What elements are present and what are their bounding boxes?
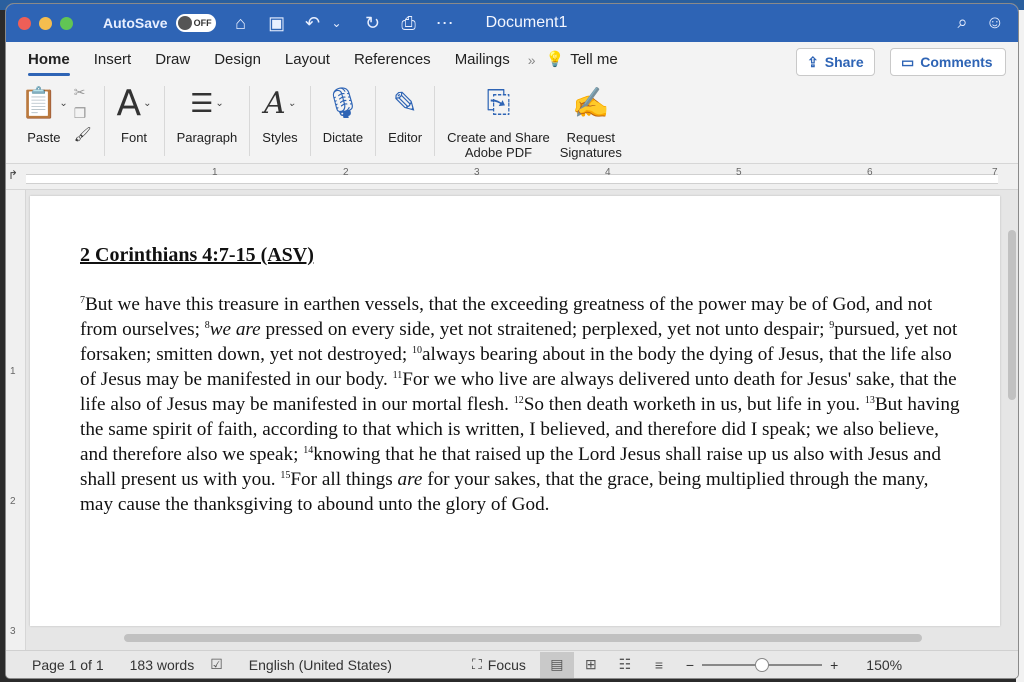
horizontal-scrollbar[interactable] bbox=[124, 634, 922, 642]
verse-text: for your sakes, that the grace, being multiplied through the many, may cause the thanksgiving to abound unto the glory of God. bbox=[80, 469, 929, 515]
paste-button[interactable]: Paste bbox=[27, 130, 61, 145]
ruler-number: 6 bbox=[867, 167, 873, 178]
ruler-track bbox=[26, 167, 998, 184]
autosave-toggle[interactable]: OFF bbox=[176, 14, 216, 32]
verse-text: But having the same spirit of faith, according to that which is written, I believed, and therefore did I speak; we also believe, and therefore also we speak; bbox=[80, 394, 960, 465]
draft-view-button[interactable] bbox=[642, 652, 676, 678]
create-share-line2: Adobe PDF bbox=[464, 145, 533, 160]
share-label: Share bbox=[824, 54, 864, 70]
undo-icon[interactable]: ↶ bbox=[305, 12, 321, 33]
create-share-pdf-group[interactable] bbox=[447, 78, 550, 160]
verse-number: 15 bbox=[280, 470, 291, 481]
more-tabs-icon[interactable]: » bbox=[527, 52, 536, 68]
ruler-number: 7 bbox=[992, 167, 998, 178]
vertical-ruler[interactable] bbox=[6, 190, 26, 650]
print-layout-view-button[interactable] bbox=[540, 652, 574, 678]
document-title: Document1 bbox=[485, 14, 568, 31]
maximize-window-button[interactable] bbox=[60, 17, 73, 30]
focus-button[interactable] bbox=[472, 656, 526, 673]
word-count[interactable]: 183 words bbox=[129, 656, 195, 673]
create-share-label bbox=[447, 130, 550, 160]
draft-icon: ≡ bbox=[654, 656, 663, 673]
request-signatures-group[interactable] bbox=[560, 78, 622, 160]
focus-icon: ⛶ bbox=[471, 656, 482, 672]
ribbon-divider bbox=[434, 86, 435, 156]
font-icon: A ⌄ bbox=[116, 82, 152, 124]
tell-me-search[interactable]: Tell me bbox=[570, 51, 618, 68]
vruler-number: 2 bbox=[10, 496, 16, 507]
close-window-button[interactable] bbox=[18, 17, 31, 30]
styles-group[interactable] bbox=[262, 78, 297, 145]
verse-text: pressed on every side, yet not straitened; perplexed, yet not unto despair; bbox=[260, 319, 830, 340]
ribbon-tabs bbox=[6, 42, 1018, 78]
outline-view-button[interactable] bbox=[608, 652, 642, 678]
document-page[interactable] bbox=[30, 196, 1000, 626]
home-icon[interactable]: ⌂ bbox=[235, 12, 247, 33]
horizontal-ruler[interactable] bbox=[6, 164, 1018, 190]
more-icon[interactable]: ⋯ bbox=[435, 12, 454, 33]
zoom-out-button[interactable]: − bbox=[685, 656, 695, 673]
ribbon-divider bbox=[375, 86, 376, 156]
verse-number: 8 bbox=[204, 320, 210, 331]
verse-text: So then death worketh in us, but life in you. bbox=[523, 394, 865, 415]
verse-text: pursued, yet not forsaken; smitten down, yet not destroyed; bbox=[80, 319, 958, 365]
zoom-percentage[interactable]: 150% bbox=[866, 656, 903, 673]
verse-text: But we have this treasure in earthen vessels, that the exceeding greatness of the power may be of God, and not from ourselves; bbox=[80, 294, 933, 340]
document-heading[interactable]: 2 Corinthians 4:7-15 (ASV) bbox=[80, 244, 314, 266]
vruler-number: 1 bbox=[10, 366, 16, 377]
ruler-number: 3 bbox=[474, 167, 480, 178]
request-signatures-label bbox=[560, 130, 622, 160]
vruler-number: 3 bbox=[10, 626, 16, 637]
verse-italic: are bbox=[397, 469, 423, 490]
editor-group[interactable] bbox=[388, 78, 422, 145]
request-line2: Signatures bbox=[559, 145, 622, 160]
zoom-slider-thumb[interactable] bbox=[755, 658, 769, 672]
account-icon[interactable]: ☺ bbox=[985, 12, 1004, 32]
request-line1: Request bbox=[566, 130, 616, 145]
pdf-share-icon: ⎘ bbox=[486, 86, 511, 119]
paragraph-label: Paragraph bbox=[176, 130, 238, 145]
paragraph-icon: ☰ ⌄ bbox=[190, 87, 224, 118]
font-label: Font bbox=[121, 130, 148, 145]
print-icon[interactable]: ⎙ bbox=[401, 12, 416, 33]
tab-home[interactable]: Home bbox=[16, 51, 82, 78]
proofing-icon[interactable]: ☑ bbox=[210, 656, 223, 672]
zoom-slider[interactable] bbox=[702, 664, 822, 666]
tab-draw[interactable]: Draw bbox=[155, 51, 191, 68]
language-status[interactable]: English (United States) bbox=[248, 656, 392, 673]
tab-stop-icon[interactable]: ↱ bbox=[8, 168, 19, 182]
zoom-in-button[interactable]: + bbox=[830, 656, 839, 673]
word-window bbox=[6, 4, 1018, 678]
web-layout-icon: ⊞ bbox=[585, 656, 597, 672]
ruler-number: 2 bbox=[343, 167, 349, 178]
zoom-control bbox=[686, 657, 902, 673]
copy-icon[interactable]: ❐ bbox=[73, 105, 87, 121]
verse-number: 7 bbox=[80, 295, 85, 306]
editor-label: Editor bbox=[388, 130, 423, 145]
font-group[interactable] bbox=[117, 78, 152, 145]
create-share-line1: Create and Share bbox=[447, 130, 550, 145]
microphone-icon: 🎙 bbox=[323, 86, 362, 120]
ribbon-divider bbox=[310, 86, 311, 156]
verse-text: always bearing about in the body the dying of Jesus, that the life also of Jesus may be manifested in our body. bbox=[80, 344, 952, 390]
verse-number: 10 bbox=[412, 345, 422, 356]
cut-icon[interactable]: ✂ bbox=[73, 84, 86, 100]
status-bar bbox=[6, 650, 1018, 678]
minimize-window-button[interactable] bbox=[39, 17, 52, 30]
styles-label: Styles bbox=[262, 130, 298, 145]
verse-text: For all things bbox=[290, 469, 398, 490]
verse-italic: we are bbox=[209, 319, 261, 340]
ribbon-divider bbox=[249, 86, 250, 156]
dictate-label: Dictate bbox=[322, 130, 364, 145]
ribbon-divider bbox=[164, 86, 165, 156]
web-layout-view-button[interactable] bbox=[574, 652, 608, 678]
clipboard-icon[interactable]: 📋 ⌄ bbox=[20, 86, 68, 120]
lightbulb-icon: 💡 bbox=[545, 51, 565, 68]
vertical-scrollbar[interactable] bbox=[1008, 230, 1016, 400]
verse-number: 12 bbox=[513, 395, 524, 406]
comments-button[interactable] bbox=[890, 48, 1006, 76]
format-painter-icon[interactable]: 🖌 bbox=[73, 126, 92, 142]
outline-icon: ☷ bbox=[618, 656, 632, 672]
tab-insert[interactable]: Insert bbox=[93, 51, 132, 68]
verse-text: For we who live are always delivered unto death for Jesus' sake, that the life also of Jesus may be manifested in our mortal flesh. bbox=[80, 369, 957, 415]
ribbon-divider bbox=[104, 86, 105, 156]
autosave-label: AutoSave bbox=[103, 15, 168, 31]
page-count[interactable]: Page 1 of 1 bbox=[32, 656, 104, 673]
tab-design[interactable]: Design bbox=[214, 51, 261, 68]
window-controls bbox=[18, 17, 73, 30]
tab-layout[interactable]: Layout bbox=[284, 51, 330, 68]
signature-icon: ✍ bbox=[572, 86, 610, 120]
chevron-down-icon[interactable]: ⌄ bbox=[331, 16, 342, 30]
verse-number: 11 bbox=[392, 370, 403, 381]
verse-number: 14 bbox=[303, 445, 314, 456]
paragraph-group[interactable] bbox=[177, 78, 238, 145]
comment-icon: ▭ bbox=[901, 53, 915, 70]
ruler-number: 5 bbox=[736, 167, 742, 178]
search-icon[interactable]: ⌕ bbox=[957, 12, 968, 32]
verse-number: 9 bbox=[829, 320, 835, 331]
comments-label: Comments bbox=[920, 54, 993, 70]
ruler-number: 4 bbox=[605, 167, 611, 178]
ruler-number: 1 bbox=[212, 167, 218, 178]
tab-mailings[interactable]: Mailings bbox=[454, 51, 510, 68]
share-button[interactable] bbox=[796, 48, 875, 76]
styles-icon: A ⌄ bbox=[263, 85, 297, 121]
document-body[interactable] bbox=[80, 292, 960, 517]
tab-references[interactable]: References bbox=[353, 51, 431, 68]
redo-icon[interactable]: ↻ bbox=[365, 12, 381, 33]
verse-number: 13 bbox=[864, 395, 875, 406]
dictate-group[interactable] bbox=[323, 78, 363, 145]
ribbon bbox=[6, 78, 1018, 164]
title-bar bbox=[6, 4, 1018, 42]
print-layout-icon: ▤ bbox=[550, 656, 564, 672]
share-icon: ⇪ bbox=[807, 53, 819, 70]
editor-icon: ✎ bbox=[392, 86, 418, 120]
document-area bbox=[6, 190, 1018, 650]
focus-label: Focus bbox=[487, 656, 526, 673]
save-icon[interactable]: ▣ bbox=[268, 12, 286, 33]
verse-text: knowing that he that raised up the Lord Jesus shall raise up us also with Jesus and shall present us with you. bbox=[80, 444, 941, 490]
paste-group bbox=[20, 78, 92, 145]
